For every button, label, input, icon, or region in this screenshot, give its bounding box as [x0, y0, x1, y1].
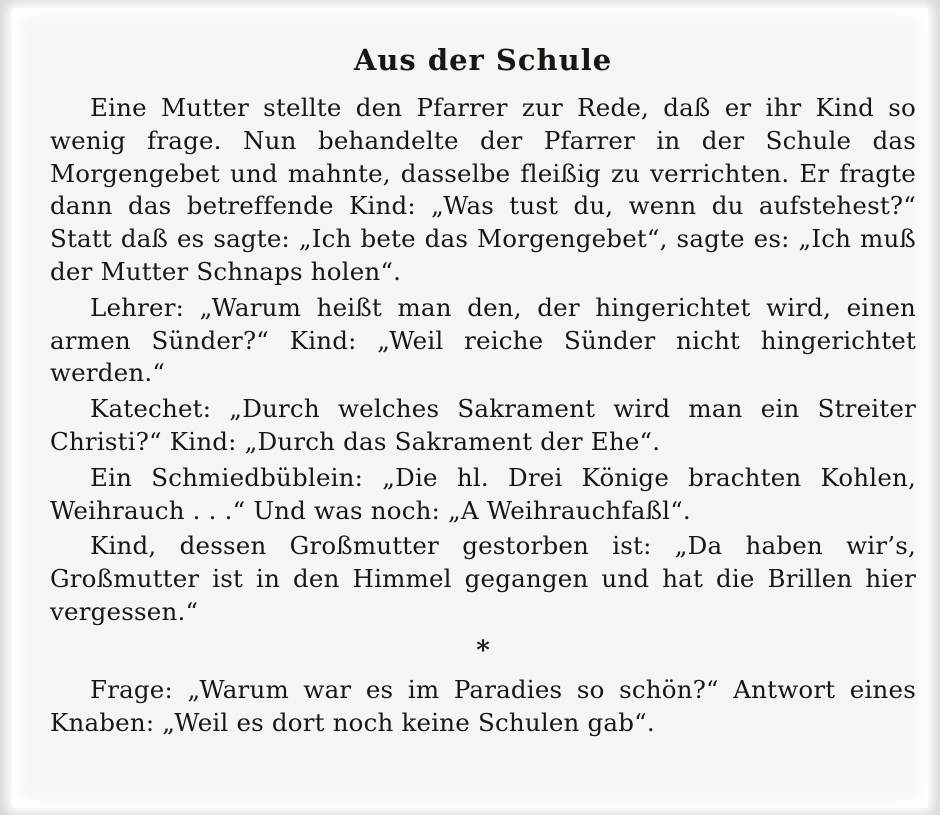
paragraph-smith-boy: Ein Schmiedbüblein: „Die hl. Drei Könige brachten Kohlen, Weihrauch . . .“ Und was noch: „A Weihrauchfaßl“. — [50, 462, 916, 525]
paragraph-grandmother: Kind, dessen Großmutter gestorben ist: „Da haben wir’s, Großmutter ist in den Himmel gegangen und hat die Brillen hier vergessen.“ — [50, 531, 916, 626]
article-title: Aus der Schule — [353, 43, 613, 77]
paragraph-catechist-sacrament: Katechet: „Durch welches Sakrament wird man ein Streiter Christi?“ Kind: „Durch das Sakrament der Ehe“. — [50, 394, 916, 456]
paragraph-mother-priest: Eine Mutter stellte den Pfarrer zur Rede, daß er ihr Kind so wenig frage. Nun behandelte der Pfarrer in der Schule das Morgengebet und mahnte, dasselbe fleißig zu verrichten. Er fragte dann das betreffende Kind: „Was tust du, wenn du aufstehest?“ Statt daß es sagte: „Ich bete das Morgengebet“, sagte es: „Ich muß der Mutter Schnaps holen“. — [50, 93, 916, 286]
paragraph-teacher-sinner: Lehrer: „Warum heißt man den, der hingerichtet wird, einen armen Sünder?“ Kind: „Weil reiche Sünder nicht hingerichtet werden.“ — [50, 292, 916, 388]
paragraph-paradise: Frage: „Warum war es im Paradies so schön?“ Antwort eines Knaben: „Weil es dort noch keine Schulen gab“. — [50, 674, 916, 737]
article — [50, 38, 916, 742]
newspaper-clipping — [12, 8, 928, 808]
section-separator: * — [476, 635, 490, 666]
